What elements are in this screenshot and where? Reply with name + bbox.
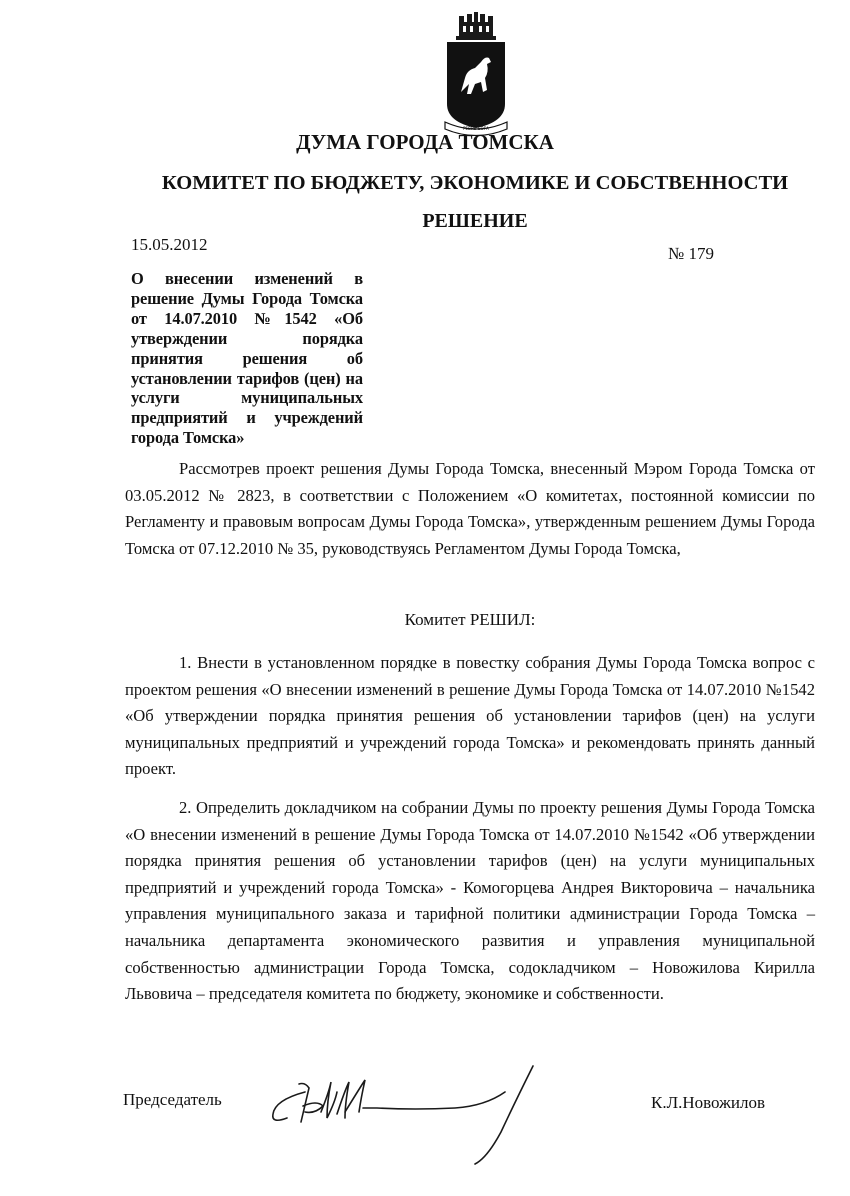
document-number: № 179 [668, 244, 714, 263]
resolved-heading: Комитет РЕШИЛ: [404, 610, 536, 629]
committee-title: КОМИТЕТ ПО БЮДЖЕТУ, ЭКОНОМИКЕ И СОБСТВЕННОСТИ [161, 172, 789, 194]
handwritten-signature [265, 1062, 545, 1167]
document-date: 15.05.2012 [131, 235, 208, 254]
signer-name: К.Л.Новожилов [651, 1093, 765, 1112]
resolution-item-2: 2. Определить докладчиком на собрании Думы по проекту решения Думы Города Томска «О внесении изменений в решение Думы Города Томска от 14.07.2010 №1542 «Об утверждении порядка принятия решения об установлении тарифов (цен) на услуги муниципальных предприятий и учреждений города Томска» - Комогорцева Андрея Викторовича – начальника управления муниципального заказа и тарифной политики администрации Города Томска – начальника департамента экономического развития и управления муниципальной собственностью администрации Города Томска, содокладчиком – Новожилова Кирилла Львовича – председателя комитета по бюджету, экономике и собственности. [125, 798, 815, 1004]
emblem-motto: РЕВНЬ БОГА [463, 126, 489, 131]
document-subject: О внесении изменений в решение Думы Города Томска от 14.07.2010 №1542 «Об утверждении порядка принятия решения об установлении тарифов (цен) на услуги муниципальных предприятий и учреждений города Томска» [131, 269, 363, 448]
organization-title: ДУМА ГОРОДА ТОМСКА [296, 130, 554, 154]
preamble-paragraph: Рассмотрев проект решения Думы Города Томска, внесенный Мэром Города Томска от 03.05.2012 № 2823, в соответствии с Положением «О комитетах, постоянной комиссии по Регламенту и правовым вопросам Думы Города Томска», утвержденным решением Думы Города Томска от 07.12.2010 № 35, руководствуясь Регламентом Думы Города Томска, [125, 459, 815, 558]
resolution-item-1: 1. Внести в установленном порядке в повестку собрания Думы Города Томска вопрос с проектом решения «О внесении изменений в решение Думы Города Томска от 14.07.2010 №1542 «Об утверждении порядка принятия решения об установлении тарифов (цен) на услуги муниципальных предприятий и учреждений города Томска» и рекомендовать принять данный проект. [125, 653, 815, 779]
signer-title: Председатель [123, 1090, 222, 1109]
coat-of-arms-emblem [441, 12, 511, 136]
document-type: РЕШЕНИЕ [422, 210, 528, 232]
